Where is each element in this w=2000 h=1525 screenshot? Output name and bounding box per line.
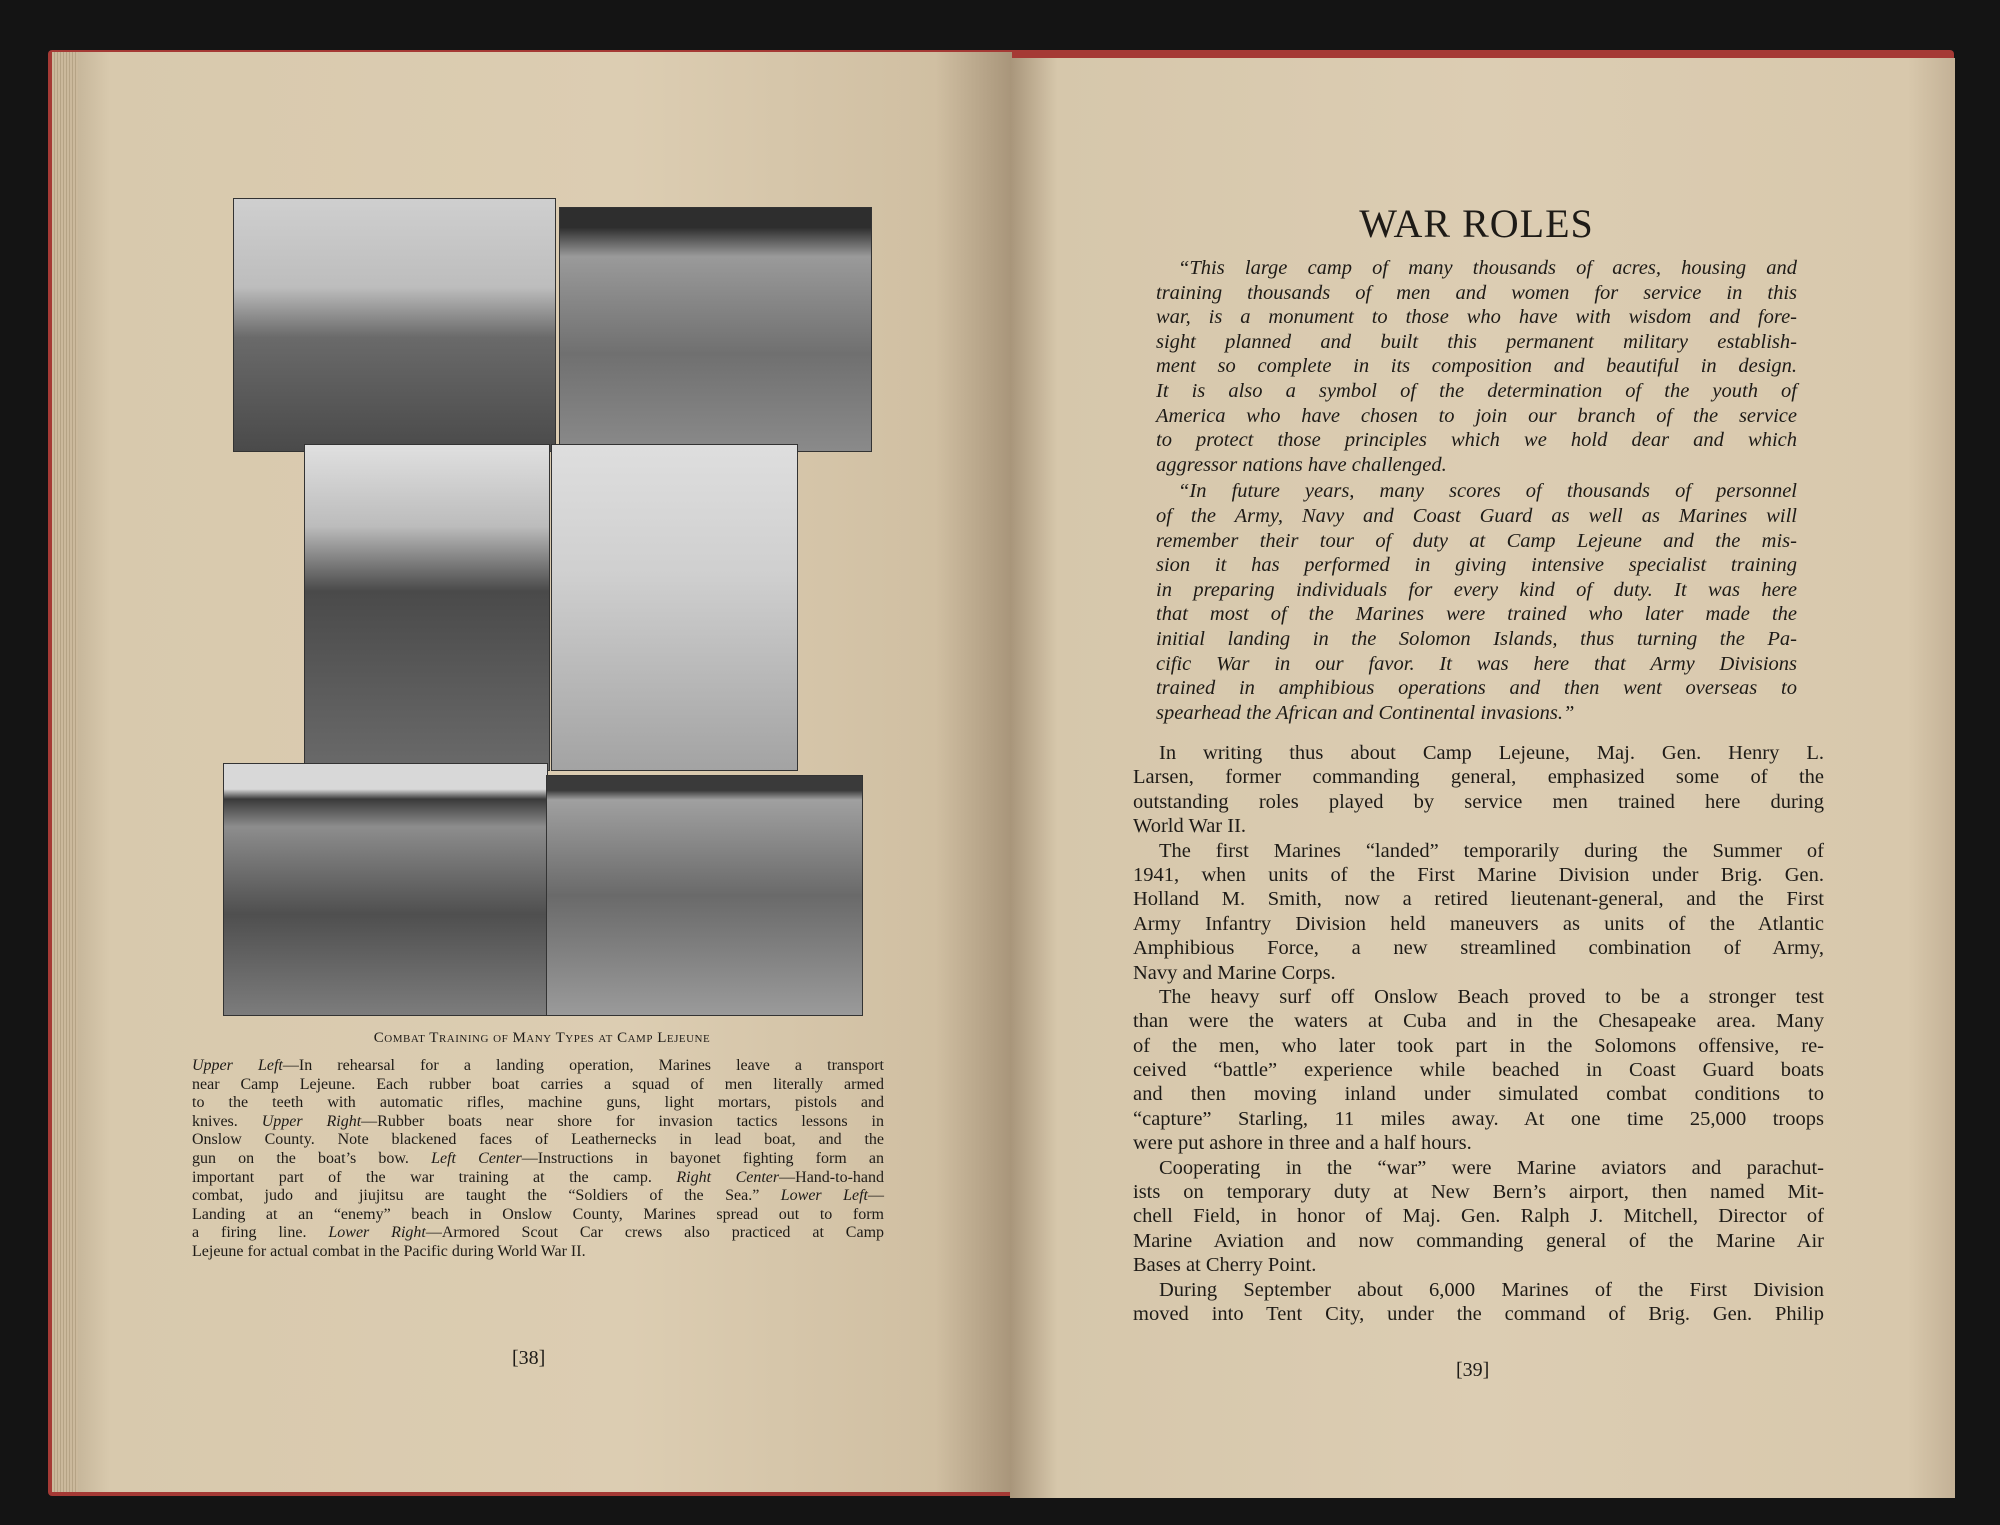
text-line: training thousands of men and women for service in this [1156,281,1797,304]
caption-line [192,1206,884,1225]
text-line: Larsen, former commanding general, emphasized some of the [1133,766,1824,789]
paragraph [1156,256,1797,477]
body-text [1133,741,1824,1326]
photo-right-center [551,444,798,771]
text-line: initial landing in the Solomon Islands, thus turning the Pa- [1156,627,1797,650]
text-line: to protect those principles which we hold dear and which [1156,429,1797,452]
caption-text: combat, judo and jiujitsu are taught the “Soldiers of the Sea.” [192,1187,781,1205]
text-line: Amphibious Force, a new streamlined combination of Army, [1133,937,1824,960]
text-line: ceived “battle” experience while beached in Coast Guard boats [1133,1059,1824,1082]
caption-label: Lower Left [780,1187,868,1205]
quotation-block [1156,256,1797,725]
text-line: Cooperating in the “war” were Marine aviators and parachut- [1159,1156,1824,1179]
page-number-left: [38] [512,1347,546,1369]
text-line: outstanding roles played by service men trained here during [1133,790,1824,813]
text-line: trained in amphibious operations and then went overseas to [1156,677,1797,700]
caption-label: Left Center [431,1149,522,1167]
paragraph [1133,985,1824,1156]
caption-line [192,1169,884,1188]
text-line: “This large camp of many thousands of acres, housing and [1178,257,1797,279]
paragraph [1133,741,1824,839]
text-line: Holland M. Smith, now a retired lieutenant-general, and the First [1133,888,1824,911]
text-line: ment so complete in its composition and beautiful in design. [1156,355,1797,378]
caption-label: Right Center [676,1168,780,1186]
text-line: During September about 6,000 Marines of the First Division [1159,1278,1824,1301]
text-line: “capture” Starling, 11 miles away. At one time 25,000 troops [1133,1107,1824,1130]
text-line: “In future years, many scores of thousands of personnel [1178,480,1797,503]
caption-text: Landing at an “enemy” beach in Onslow County, Marines spread out to form [192,1205,884,1223]
text-line: World War II. [1133,815,1247,838]
text-line: spearhead the African and Continental invasions.” [1156,701,1575,724]
caption-text: important part of the war training at the camp. [192,1168,677,1186]
text-line: were put ashore in three and a half hours. [1133,1132,1472,1155]
text-line: In writing thus about Camp Lejeune, Maj. Gen. Henry L. [1159,742,1824,764]
text-line: and then moving inland under simulated combat conditions to [1133,1083,1824,1106]
caption-label: Lower Right [328,1224,426,1242]
caption-text: —Hand-to-hand [779,1168,884,1186]
text-line: sion it has performed in giving intensive specialist training [1156,554,1797,577]
caption-text: near Camp Lejeune. Each rubber boat carries a squad of men literally armed [192,1075,884,1093]
text-line: Bases at Cherry Point. [1133,1254,1317,1277]
caption-line [192,1243,884,1262]
text-line: Army Infantry Division held maneuvers as units of the Atlantic [1133,912,1824,935]
photo-left-center [304,444,550,771]
photo-upper-right [559,207,872,452]
caption-line [192,1150,884,1169]
caption-text: —Rubber boats near shore for invasion tactics lessons in [361,1112,884,1130]
text-line: of the men, who later took part in the Solomons offensive, re- [1133,1034,1824,1057]
caption-text: — [868,1187,884,1205]
caption-line [192,1094,884,1113]
caption-text: a firing line. [192,1224,329,1242]
caption-line [192,1224,884,1243]
chapter-title: WAR ROLES [1359,201,1594,246]
caption-line [192,1131,884,1150]
caption-text: —Instructions in bayonet fighting form an [521,1149,885,1167]
text-line: moved into Tent City, under the command of Brig. Gen. Philip [1133,1302,1824,1325]
photo-upper-left [233,198,556,452]
caption-text: gun on the boat’s bow. [192,1149,432,1167]
text-line: It is also a symbol of the determination of the youth of [1156,379,1797,402]
text-line: that most of the Marines were trained who later made the [1156,603,1797,626]
text-line: America who have chosen to join our branch of the service [1156,404,1797,427]
caption-line [192,1076,884,1095]
caption-title: Combat Training of Many Types at Camp Lejeune [373,1030,711,1046]
caption-line [192,1113,884,1132]
text-line: The heavy surf off Onslow Beach proved to be a stronger test [1159,985,1824,1008]
text-line: ists on temporary duty at New Bern’s airport, then named Mit- [1133,1181,1824,1204]
text-line: of the Army, Navy and Coast Guard as well as Marines will [1156,504,1797,527]
paragraph [1133,839,1824,985]
paragraph [1133,1278,1824,1327]
text-line: cific War in our favor. It was here that Army Divisions [1156,652,1797,675]
caption-text: knives. [192,1112,262,1130]
page-number-right: [39] [1456,1359,1490,1381]
photo-caption [192,1057,884,1262]
page-edges [52,52,78,1492]
photo-lower-right [546,775,863,1016]
text-line: in preparing individuals for every kind of duty. It was here [1156,578,1797,601]
text-line: Marine Aviation and now commanding general of the Marine Air [1133,1229,1824,1252]
text-line: The first Marines “landed” temporarily during the Summer of [1159,839,1824,862]
caption-text: Onslow County. Note blackened faces of Leathernecks in lead boat, and the [192,1131,884,1149]
caption-label: Upper Right [261,1112,362,1130]
text-line: aggressor nations have challenged. [1156,453,1447,476]
caption-line [192,1187,884,1206]
caption-text: Lejeune for actual combat in the Pacific during World War II. [192,1242,586,1260]
caption-text: to the teeth with automatic rifles, machine guns, light mortars, pistols and [192,1094,884,1112]
paragraph [1156,479,1797,725]
caption-text: —In rehearsal for a landing operation, Marines leave a transport [282,1057,884,1074]
photo-lower-left [223,763,548,1016]
paragraph [1133,1156,1824,1278]
caption-line [192,1057,884,1076]
caption-text: —Armored Scout Car crews also practiced at Camp [425,1224,885,1242]
text-line: remember their tour of duty at Camp Lejeune and the mis- [1156,529,1797,552]
text-line: war, is a monument to those who have with wisdom and fore- [1156,306,1797,329]
text-line: chell Field, in honor of Maj. Gen. Ralph J. Mitchell, Director of [1133,1205,1824,1228]
text-line: sight planned and built this permanent military establish- [1156,330,1797,353]
text-line: than were the waters at Cuba and in the Chesapeake area. Many [1133,1010,1824,1033]
text-line: Navy and Marine Corps. [1133,961,1336,984]
text-line: 1941, when units of the First Marine Division under Brig. Gen. [1133,863,1824,886]
caption-label: Upper Left [192,1057,283,1074]
